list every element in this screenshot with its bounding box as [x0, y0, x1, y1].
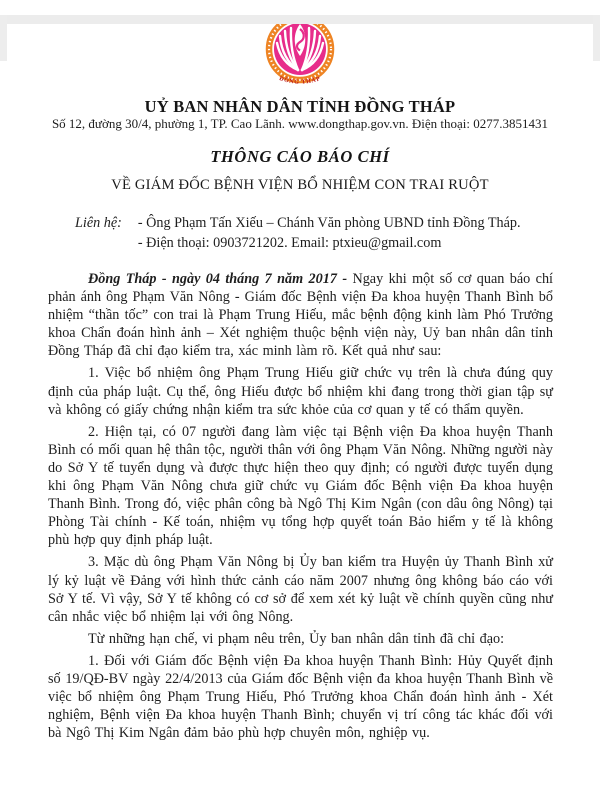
document-subtitle: VỀ GIÁM ĐỐC BỆNH VIỆN BỔ NHIỆM CON TRAI RUỘT — [111, 177, 489, 193]
scan-edge-right — [593, 15, 600, 61]
body-paragraph-3: 3. Mặc dù ông Phạm Văn Nông bị Ủy ban kiểm tra Huyện ủy Thanh Bình xử lý kỷ luật về Đảng với hình thức cảnh cáo năm 2007 nhưng ông không báo cáo với Sở Y tế. Vì vậy, Sở Y tế không có cơ sở để xem xét kỷ luật về chính quyền cũng như cân nhắc việc bổ nhiệm lại với ông Nông. — [48, 554, 553, 625]
body-paragraph-directive-1: 1. Đối với Giám đốc Bệnh viện Đa khoa huyện Thanh Bình: Hủy Quyết định số 19/QĐ-BV ngày 22/4/2013 của Giám đốc Bệnh viện đa khoa huyện Thanh Bình về việc bổ nhiệm ông Phạm Trung Hiếu, Phó Trưởng khoa Chẩn đoán hình ảnh - Xét nghiệm, Bệnh viện Đa khoa huyện Thanh Bình; chuyển vị trí công tác khác đối với bà Ngô Thị Kim Ngân đảm bảo phù hợp chuyên môn, nghiệp vụ. — [48, 652, 553, 742]
org-address: Số 12, đường 30/4, phường 1, TP. Cao Lãnh. www.dongthap.gov.vn. Điện thoại: 0277.3851431 — [51, 116, 549, 131]
intro-paragraph — [48, 270, 553, 360]
body-paragraph-1: 1. Việc bổ nhiệm ông Phạm Trung Hiếu giữ chức vụ trên là chưa đúng quy định của pháp luật. Cụ thể, ông Hiếu được bổ nhiệm khi đang trong thời gian tập sự và không có giấy chứng nhận kiểm tra sức khỏe của cơ quan y tế có thẩm quyền. — [48, 365, 553, 418]
org-name: UỶ BAN NHÂN DÂN TỈNH ĐỒNG THÁP — [144, 97, 456, 116]
contact-label: Liên hệ: — [75, 215, 122, 231]
document-title: THÔNG CÁO BÁO CHÍ — [210, 147, 390, 166]
scan-edge-top — [0, 15, 600, 24]
intro-text: Ngay khi một số cơ quan báo chí phản ánh ông Phạm Văn Nông - Giám đốc Bệnh viện Đa khoa huyện Thanh Bình bổ nhiệm “thần tốc” con trai là Phạm Trung Hiếu, mắc bệnh động kinh làm Phó Trưởng khoa Chẩn đoán hình ảnh – Xét nghiệm thuộc bệnh viện này, Uỷ ban nhân dân tỉnh Đồng Tháp đã chỉ đạo kiểm tra, xác minh làm rõ. Kết quả như sau: — [48, 271, 553, 360]
press-release-document — [0, 15, 600, 790]
body-paragraph-2: 2. Hiện tại, có 07 người đang làm việc tại Bệnh viện Đa khoa huyện Thanh Bình có mối quan hệ thân tộc, người thân với ông Phạm Văn Nông. Những người này do Sở Y tế tuyển dụng và được thực hiện theo quy định; có người được tuyển dụng khi ông Phạm Văn Nông chưa giữ chức vụ Giám đốc Bệnh viện Đa khoa huyện Thanh Bình. Trong đó, việc phân công bà Ngô Thị Kim Ngân (con dâu ông Nông) tại Phòng Tài chính - Kế toán, nhiệm vụ tổng hợp quyết toán Bảo hiểm y tế là không phù hợp quy định pháp luật. — [48, 423, 553, 549]
body-paragraph-directive-lead: Từ những hạn chế, vi phạm nêu trên, Ủy ban nhân dân tỉnh đã chỉ đạo: — [88, 630, 505, 647]
contact-line-phone-email: - Điện thoại: 0903721202. Email: ptxieu@gmail.com — [137, 235, 442, 251]
document-body — [48, 270, 553, 742]
contact-lines — [138, 213, 521, 253]
dong-thap-emblem-icon — [259, 15, 341, 91]
dateline: Đồng Tháp - ngày 04 tháng 7 năm 2017 - — [88, 271, 348, 287]
contact-line-officer: - Ông Phạm Tấn Xiếu – Chánh Văn phòng UBND tỉnh Đồng Tháp. — [137, 215, 521, 231]
emblem-banner-text: ĐỒNG THÁP — [278, 75, 322, 86]
scan-edge-left — [0, 15, 7, 61]
contact-block — [75, 213, 600, 253]
